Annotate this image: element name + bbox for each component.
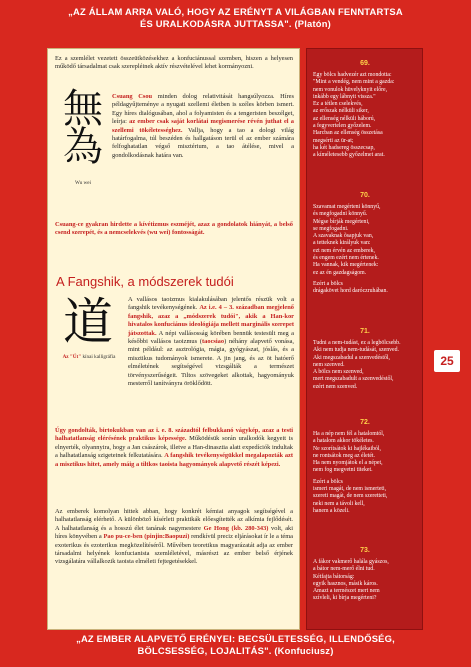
verse-line: "Mint a vendég, nem mint a gazda: xyxy=(313,79,395,86)
wuwei-glyph: 無為 xyxy=(63,86,103,170)
verse-73-number: 73. xyxy=(360,547,370,554)
verse-line: Kétfajta bátorság: xyxy=(313,573,355,580)
verse-line: mert megszabadult a szenvedéstől, xyxy=(313,376,394,383)
verse-line: ha két hadsereg összecsap, xyxy=(313,144,375,151)
verse-line: nem fog megvetni titeket. xyxy=(313,467,373,474)
csuang-csou-text-a: minden dolog relativitását hangsúlyozza. Híres példagyűjteménye a nyugati szellemi életben is széles körben ismert. Egy híres dialógusában, ahol a folyamisten és a tengeristen beszélget, leírja: xyxy=(112,93,294,126)
verse-71 xyxy=(313,340,417,391)
alchemy-paragraph xyxy=(55,508,293,567)
alchemy-text-e: rendkívül preciz eljárásokat ír le a téma exoterikus és ezoterikus megközelítéséről. Művében teoretikus magyarázatát adja az ember társadalmi helyének konfucianista szemléletével, másrészt az ember belső érjének vizsgálatára vállalkozik taoista elméleti fejtegetésekkel. xyxy=(55,533,294,566)
verse-line: a hatalom akkor tökéletes. xyxy=(313,438,374,445)
verse-line: Aki nem tudja nem-tudását, szenved. xyxy=(313,347,399,354)
verse-line: egyik hasznos, másik káros. xyxy=(313,580,378,587)
header-title-line2: ÉS URALKODÁSRA JUTTASSA". (Platón) xyxy=(140,18,331,29)
verse-line: Ez a tétlen cselekvés, xyxy=(313,101,363,108)
taocsiao-term: taocsiao xyxy=(202,338,225,346)
verse-line: az ellenség nélküli háború, xyxy=(313,115,376,122)
verse-73 xyxy=(313,559,417,603)
verse-70 xyxy=(313,204,417,296)
baopuzi-title: Pao pu-ce-ben (pinjin:Baopuzi) xyxy=(103,533,190,541)
verse-line: Amazt a természet mert nem xyxy=(313,588,380,595)
verse-line: Szavamat megérteni könnyű, xyxy=(313,204,381,210)
verse-72-number: 72. xyxy=(360,419,370,426)
verse-line: A szavaknak õsapjuk van, xyxy=(313,233,374,240)
verse-line: szívleli, ki bírja megérteni? xyxy=(313,595,377,602)
footer-title-line2: BÖLCSESSÉG, LOJALITÁS". (Konfuciusz) xyxy=(137,645,334,656)
verse-71-number: 71. xyxy=(360,328,370,335)
verse-line: és engem ezért nem értenek. xyxy=(313,255,379,262)
immortality-conclusion: A fangshik tevékenységükkel megalapozták azt a misztikus hitet, amely máig a tiltkos taoista hagyományok alapvető részét képezi. xyxy=(55,452,293,468)
ge-hong-name: Ge Hong (kb. 280-343) xyxy=(203,524,269,532)
fangshik-text-e: ) néhány alapvető vonása, mint például: az asztrológia, mágia, gyógyászat, jóslás, és a misztikus tudományok ismerete. A jin jang, és az öt hatóerő elméletének segítségével vizsgálták a természet törvényszerűségeit. Tiltos szövegeket alkottak, hagyományuk mesterről tanítványra öröklődött. xyxy=(128,338,294,388)
verse-line: Ha vannak, kik megértenek: xyxy=(313,262,379,269)
dao-glyph: 道 xyxy=(63,293,113,351)
verse-line: Ha nem nyomjátok el a népet, xyxy=(313,460,383,467)
verse-line: Harcban az ellenség összetása xyxy=(313,130,383,137)
dao-caption xyxy=(54,354,124,360)
verse-line: Aki megszabadul a szenvedéstől, xyxy=(313,354,390,361)
intro-paragraph: Ez a szemlélet vezetett összeütközésekhez a konfuciánussal szemben, hiszen a helyesen működő társadalmat csak szerepléinek aktív részvételével lehet kormányozni. xyxy=(55,55,293,71)
verse-69-number: 69. xyxy=(360,60,370,67)
verse-line: a bátor nem-merő élni tud. xyxy=(313,566,375,573)
immortality-highlight: Úgy gondolták, birtokukban van az i. e. 8. századtól felbukkanó vágykép, azaz a testi halhatatlanság elérésének praktikus képessége. xyxy=(55,427,293,443)
verse-line: a kíméletesebb győzelmet arat. xyxy=(313,152,385,159)
verse-70-number: 70. xyxy=(360,192,370,199)
verse-69 xyxy=(313,72,417,160)
verse-line: ne rontsátok meg az életét. xyxy=(313,452,375,459)
verse-line: megsérti az ür-at; xyxy=(313,137,354,144)
header-title-line1: „AZ ÁLLAM ARRA VALÓ, HOGY AZ ERÉNYT A VILÁGBAN FENNTARTSA xyxy=(68,6,403,17)
verse-line: Ne szorítsátok ki hajlékaiból, xyxy=(313,445,381,452)
verse-line: ez az én gazdagságom. xyxy=(313,269,367,276)
alchemy-text-c: volt, aki híres könyvében a xyxy=(55,524,293,541)
fangshik-highlight: Az i.e. 4 – 3. században megjelenő fangshik, azaz a „módszerek tudói", akik a Han-kor hivatalos konfuciánus ideológiája mellett marginális szerepet játszottak. xyxy=(128,304,294,337)
immortality-paragraph xyxy=(55,427,293,469)
footer-title xyxy=(8,633,463,657)
verse-line: nem szenved. xyxy=(313,361,345,368)
csuang-csou-name: Csuang Csou xyxy=(112,93,153,100)
csuang-ce-statement: Csuang-ce gyakran hirdette a kívétizmus eszméjét, azaz a gondolatok hiányát, a belső csend szerepét, és a nemcselekvés (wu wei) fontosságát. xyxy=(55,221,293,237)
verse-line: és megfogadni könnyű. xyxy=(313,211,368,218)
verse-line: a tetteknek királyuk van: xyxy=(313,240,371,247)
verse-line: drágakövet hord daróczruhában. xyxy=(313,288,388,295)
verse-line: ezért nem szenved. xyxy=(313,383,358,390)
verse-line: Tudni a nem-tudást, ez a legbölcsebb. xyxy=(313,340,401,346)
csuang-csou-highlight: az ember csak saját korlátai megismerése révén juthat el a szellemi tökéletességhez. xyxy=(112,118,294,134)
verse-72 xyxy=(313,431,417,515)
dao-caption-text: kínai kalligráfia xyxy=(81,354,116,360)
verse-line: Ha a nép nem fél a hatalomtól, xyxy=(313,431,385,437)
verse-line: ismeri magát, de nem ismerteti, xyxy=(313,486,387,493)
verse-line: A bölcs nem szenved, xyxy=(313,369,364,376)
fangshik-paragraph-top xyxy=(128,296,294,388)
alchemy-text-a: Az emberek komolyan hittek abban, hogy konkrét kémiai anyagok segítségével a halhatatlanság elérhető. A különböző kísérleti praktikák előesgítették az alkímia fejlődését. A halhatatlanság és a hosszú élet tanának nagymestere xyxy=(55,508,293,532)
verse-line: nem vonulok hüvelyknyit előre, xyxy=(313,86,388,93)
verse-line: Ezért a bölcs xyxy=(313,478,343,485)
wuwei-caption: Wu wei xyxy=(74,180,92,186)
verse-line: a fegyvertelen győzelem. xyxy=(313,123,372,130)
verse-line: se megfogadni. xyxy=(313,225,349,232)
verse-line: az erőszak nélküli siker, xyxy=(313,108,369,115)
csuang-csou-text-b: Vallja, hogy a tao a dologi világ határfogalma, túl beszéden és hallgatáson terül el az ember számára felfoghatatlan végső misztérium, a tao átélése, mivel a gondolkodásnak határa van. xyxy=(112,126,294,159)
dao-caption-title: Az "Út" xyxy=(62,354,82,360)
csuang-csou-paragraph xyxy=(112,93,294,160)
verse-line: Ezért a bölcs xyxy=(313,280,343,287)
verse-line: inkább egy lábnyit vissza." xyxy=(313,93,376,100)
fangshik-text-a: A vallásos taoizmus kialakulásában jelentős részük volt a fangshik tevékenységének. xyxy=(128,296,294,312)
page-number: 25 xyxy=(434,350,460,372)
verse-line: hanem a közeli. xyxy=(313,507,350,514)
verse-line: neki nem a távoli kell, xyxy=(313,500,365,507)
verse-line: Egy bölcs hadvezér azt mondotta: xyxy=(313,72,392,78)
verse-line: A fákor vakmerő halála gyászos, xyxy=(313,559,389,565)
verse-line: Mégse bírják megérteni, xyxy=(313,218,370,225)
immortality-text: Működésük során uralkodók kegyeit is elnyerték, olyannyira, hogy a Jan császárok, illetve a Han-dinasztia alatt expedíciók indultak a halhatatlanság szigeteinek felkutatására. xyxy=(55,435,293,460)
header-title xyxy=(8,6,463,30)
footer-title-line1: „AZ EMBER ALAPVETŐ ERÉNYEI: BECSÜLETESSÉG, ILLENDŐSÉG, xyxy=(76,633,395,644)
verse-line: szereti magát, de nem szeretteti, xyxy=(313,493,388,500)
verse-line: ezt nem érvén az emberek, xyxy=(313,247,375,254)
fangshik-text-c: A népi vallásosság körében bennük testesült meg a későbbi vallásos taoizmus ( xyxy=(128,329,294,346)
section-heading: A Fangshik, a módszerek tudói xyxy=(56,274,234,289)
wuwei-calligraphy xyxy=(58,86,108,170)
